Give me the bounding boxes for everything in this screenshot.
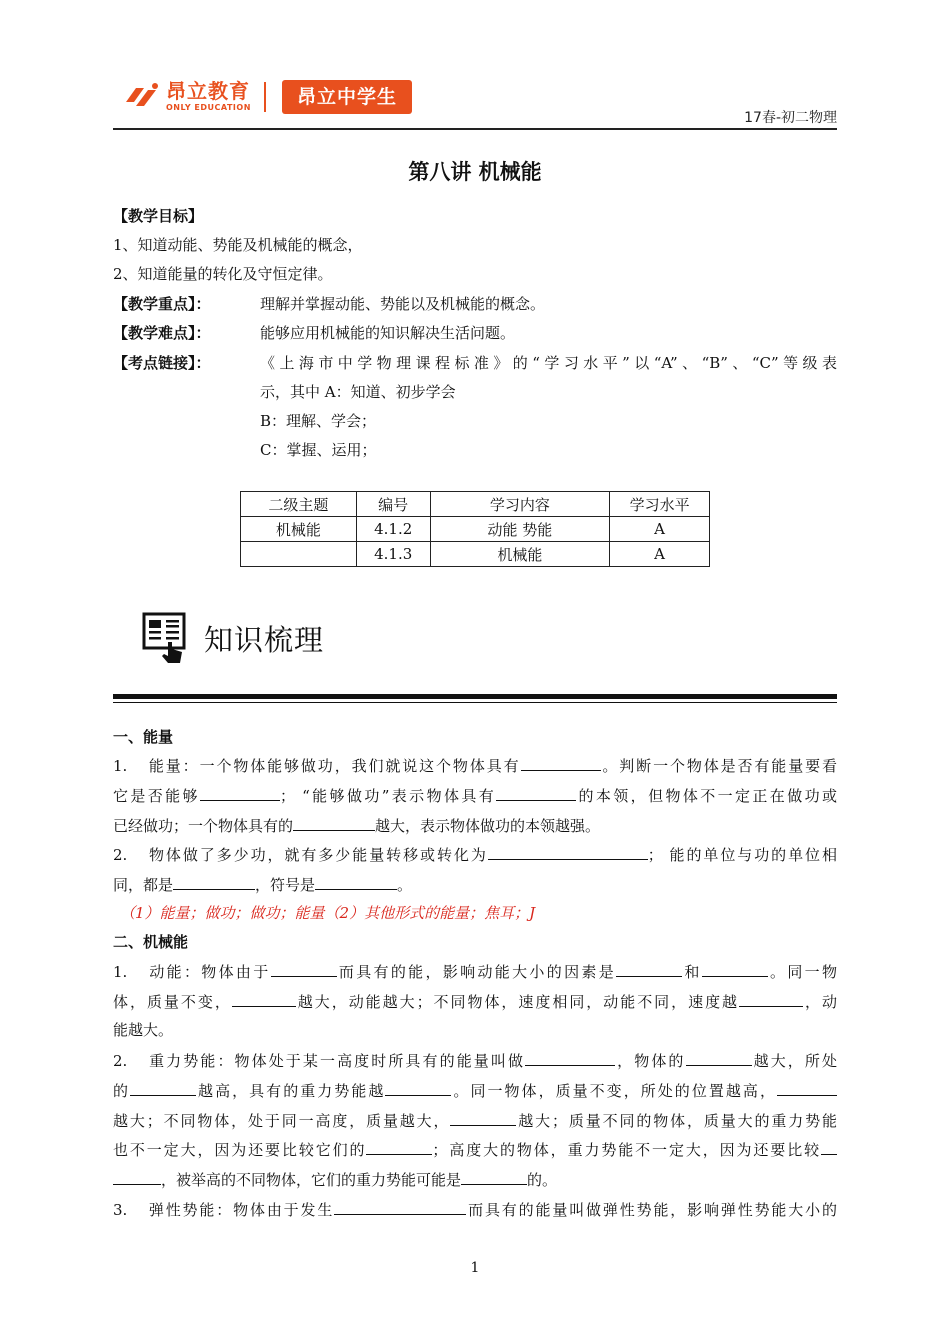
text-segment: 体，质量不变， [113, 993, 232, 1011]
text-segment: 。同一物体，质量不变，所处的位置越高， [451, 1082, 777, 1100]
part1-q1-line2 [113, 785, 837, 806]
objective-item: 2、知道能量的转化及守恒定律。 [113, 265, 333, 283]
answer-blank[interactable] [686, 1050, 752, 1066]
table-cell: 机械能 [241, 517, 357, 542]
text-segment: 越大，表示物体做功的本领越强。 [375, 817, 601, 835]
table-cell: 动能 势能 [430, 517, 610, 542]
answer-blank[interactable] [200, 785, 280, 801]
section-rule-thick [113, 694, 837, 699]
text-segment: 的 [113, 1082, 131, 1100]
text-segment: 它是否能够 [113, 787, 200, 805]
page-title: 第八讲 机械能 [408, 160, 542, 184]
course-label: 17春-初二物理 [744, 110, 837, 126]
reading-hand-icon [142, 612, 190, 664]
text-segment: 越高，具有的重力势能越 [196, 1082, 386, 1100]
part2-q2-line5 [113, 1169, 837, 1190]
part2-q2-line1 [113, 1050, 837, 1071]
text-segment: 物体做了多少功，就有多少能量转移或转化为 [147, 846, 488, 864]
objectives-label: 【教学目标】 [113, 207, 204, 225]
part2-q2-line2 [113, 1080, 837, 1101]
part1-q1-line3 [113, 815, 837, 836]
part1-answer-key: （1）能量；做功；做功；能量（2）其他形式的能量；焦耳；J [120, 904, 536, 922]
table-header-cell: 学习内容 [430, 492, 610, 517]
question-number: 2. [113, 846, 128, 864]
text-segment: 越大，动能越大；不同物体，速度相同，动能不同，速度越 [295, 993, 740, 1011]
text-segment: ，物体的 [615, 1052, 686, 1070]
text-segment: 也不一定大，因为还要比较它们的 [113, 1141, 367, 1159]
page-number: 1 [470, 1260, 480, 1276]
focus-text: 理解并掌握动能、势能以及机械能的概念。 [260, 295, 546, 313]
answer-blank[interactable] [271, 961, 337, 977]
question-number: 1. [113, 963, 128, 981]
part2-q2-line3 [113, 1110, 837, 1131]
text-segment: ，符号是 [255, 876, 316, 894]
exam-links-line3: B：理解、学会； [260, 412, 377, 430]
answer-blank[interactable] [496, 785, 576, 801]
difficulty-text: 能够应用机械能的知识解决生活问题。 [260, 324, 516, 342]
text-segment: 弹性势能：物体由于发生 [147, 1201, 335, 1219]
part1-q2-line1 [113, 844, 837, 865]
answer-blank[interactable] [113, 1169, 161, 1185]
table-cell: 4.1.2 [356, 517, 430, 542]
part2-q3-line1 [113, 1199, 837, 1220]
answer-blank[interactable] [702, 961, 768, 977]
text-segment: 。判断一个物体是否有能量要看 [600, 757, 837, 775]
school-badge: 昂立中学生 [282, 80, 412, 114]
part1-heading: 一、能量 [113, 728, 174, 746]
header-rule [113, 128, 837, 130]
brand-name: 昂立教育 [166, 79, 250, 103]
answer-blank[interactable] [461, 1169, 527, 1185]
text-segment: ； “能够做功”表示物体具有 [279, 787, 497, 805]
answer-blank[interactable] [521, 755, 601, 771]
text-segment: 能量：一个物体能够做功，我们就说这个物体具有 [147, 757, 521, 775]
question-number: 1. [113, 757, 128, 775]
answer-blank[interactable] [366, 1139, 432, 1155]
question-number: 3. [113, 1201, 128, 1219]
text-segment: 重力势能：物体处于某一高度时所具有的能量叫做 [147, 1052, 526, 1070]
standards-table [240, 491, 710, 567]
answer-blank[interactable] [821, 1139, 837, 1155]
part2-q1-line2 [113, 991, 837, 1012]
exam-links-line2: 示，其中 A：知道、初步学会 [260, 383, 456, 401]
answer-blank[interactable] [450, 1110, 516, 1126]
text-segment: 的本领，但物体不一定正在做功或 [576, 787, 837, 805]
table-header-row [241, 492, 710, 517]
answer-blank[interactable] [130, 1080, 196, 1096]
table-row [241, 517, 710, 542]
text-segment: ，被举高的不同物体，它们的重力势能可能是 [161, 1171, 462, 1189]
objective-item: 1、知道动能、势能及机械能的概念， [113, 236, 363, 254]
answer-blank[interactable] [488, 844, 648, 860]
answer-blank[interactable] [739, 991, 803, 1007]
text-segment: ； 能的单位与功的单位相 [647, 846, 837, 864]
text-segment: 。 [397, 876, 413, 894]
logo-divider [264, 82, 266, 112]
part2-q1-line3: 能越大。 [113, 1021, 174, 1039]
answer-blank[interactable] [777, 1080, 837, 1096]
answer-blank[interactable] [293, 815, 375, 831]
text-segment: 越大；不同物体，处于同一高度，质量越大， [113, 1112, 451, 1130]
answer-blank[interactable] [315, 874, 397, 890]
section-rule-thin [113, 702, 837, 703]
text-segment: 而具有的能量叫做弹性势能，影响弹性势能大小的 [466, 1201, 837, 1219]
table-header-cell: 学习水平 [610, 492, 710, 517]
table-header-cell: 二级主题 [241, 492, 357, 517]
text-segment: ，动 [803, 993, 837, 1011]
text-segment: 越大，所处 [751, 1052, 837, 1070]
exam-links-line4: C：掌握、运用； [260, 441, 377, 459]
section-title: 知识梳理 [204, 623, 325, 657]
table-cell: A [610, 517, 710, 542]
table-cell [241, 542, 357, 567]
difficulty-label: 【教学难点】： [113, 324, 211, 342]
table-header-cell: 编号 [356, 492, 430, 517]
answer-blank[interactable] [385, 1080, 451, 1096]
text-segment: 的。 [527, 1171, 558, 1189]
exam-links-line1: 《上海市中学物理课程标准》的“学习水平”以“A”、“B”、“C”等级表 [260, 354, 837, 372]
answer-blank[interactable] [173, 874, 255, 890]
answer-blank[interactable] [616, 961, 682, 977]
text-segment: ；高度大的物体，重力势能不一定大，因为还要比较 [432, 1141, 821, 1159]
brand-logo-icon [122, 80, 162, 112]
table-cell: 4.1.3 [356, 542, 430, 567]
part2-q2-line4 [113, 1139, 837, 1160]
text-segment: 。同一物 [767, 963, 837, 981]
text-segment: 和 [682, 963, 702, 981]
part1-q1-line1 [113, 755, 837, 776]
text-segment: 而具有的能，影响动能大小的因素是 [336, 963, 617, 981]
answer-blank[interactable] [525, 1050, 615, 1066]
focus-label: 【教学重点】： [113, 295, 211, 313]
text-segment: 已经做功；一个物体具有的 [113, 817, 294, 835]
table-cell: A [610, 542, 710, 567]
table-row [241, 542, 710, 567]
part1-q2-line2 [113, 874, 837, 895]
part2-heading: 二、机械能 [113, 933, 189, 951]
text-segment: 动能：物体由于 [147, 963, 271, 981]
part2-q1-line1 [113, 961, 837, 982]
answer-blank[interactable] [232, 991, 296, 1007]
text-segment: 同，都是 [113, 876, 174, 894]
table-cell: 机械能 [430, 542, 610, 567]
question-number: 2. [113, 1052, 128, 1070]
brand-subtitle: ONLY EDUCATION [166, 103, 251, 112]
text-segment: 越大；质量不同的物体，质量大的重力势能 [516, 1112, 837, 1130]
answer-blank[interactable] [334, 1199, 466, 1215]
exam-links-label: 【考点链接】： [113, 354, 211, 372]
